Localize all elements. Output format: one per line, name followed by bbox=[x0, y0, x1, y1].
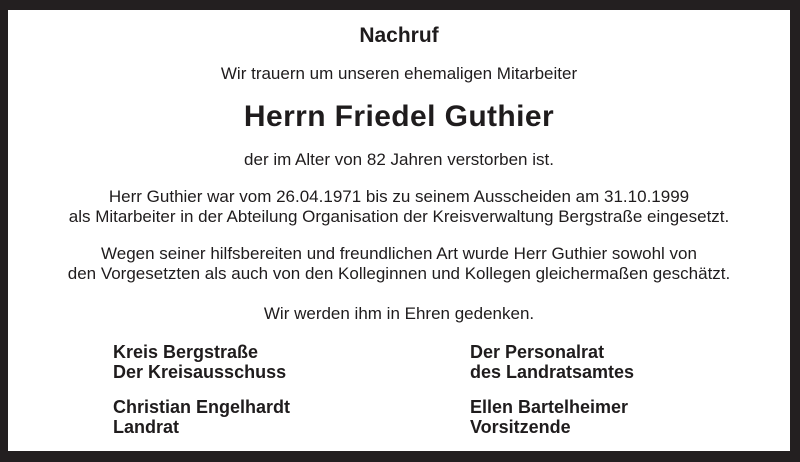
signature-column-right bbox=[470, 342, 634, 437]
closing-line: Wir werden ihm in Ehren gedenken. bbox=[263, 304, 535, 323]
signature-line: Vorsitzende bbox=[470, 417, 571, 437]
service-line-1: Herr Guthier war vom 26.04.1971 bis zu seinem Ausscheiden am 31.10.1999 bbox=[108, 187, 690, 206]
signature-block bbox=[8, 342, 790, 437]
signature-group-personalrat bbox=[470, 342, 634, 382]
signature-line: Landrat bbox=[113, 417, 180, 437]
signature-line: Christian Engelhardt bbox=[113, 397, 291, 417]
signature-group-vorsitzende bbox=[470, 397, 634, 437]
tribute-line-2: den Vorgesetzten als auch von den Kolleginnen und Kollegen gleichermaßen geschätzt. bbox=[67, 264, 731, 283]
tribute-paragraph bbox=[8, 244, 790, 284]
service-line-2: als Mitarbeiter in der Abteilung Organisation der Kreisverwaltung Bergstraße eingesetzt. bbox=[68, 207, 730, 226]
signature-line: Ellen Bartelheimer bbox=[470, 397, 629, 417]
signature-group-kreis bbox=[113, 342, 470, 382]
signature-line: des Landratsamtes bbox=[470, 362, 635, 382]
signature-line: Kreis Bergstraße bbox=[113, 342, 259, 362]
intro-line: Wir trauern um unseren ehemaligen Mitarbeiter bbox=[220, 64, 578, 83]
deceased-name: Herrn Friedel Guthier bbox=[243, 100, 555, 133]
age-line: der im Alter von 82 Jahren verstorben ist. bbox=[244, 150, 554, 169]
signature-group-landrat bbox=[113, 397, 470, 437]
signature-line: Der Personalrat bbox=[470, 342, 605, 362]
tribute-line-1: Wegen seiner hilfsbereiten und freundlichen Art wurde Herr Guthier sowohl von bbox=[101, 244, 697, 263]
notice-title: Nachruf bbox=[359, 24, 439, 47]
signature-column-left bbox=[113, 342, 470, 437]
service-paragraph bbox=[8, 187, 790, 227]
signature-line: Der Kreisausschuss bbox=[113, 362, 287, 382]
obituary-notice bbox=[8, 10, 790, 451]
